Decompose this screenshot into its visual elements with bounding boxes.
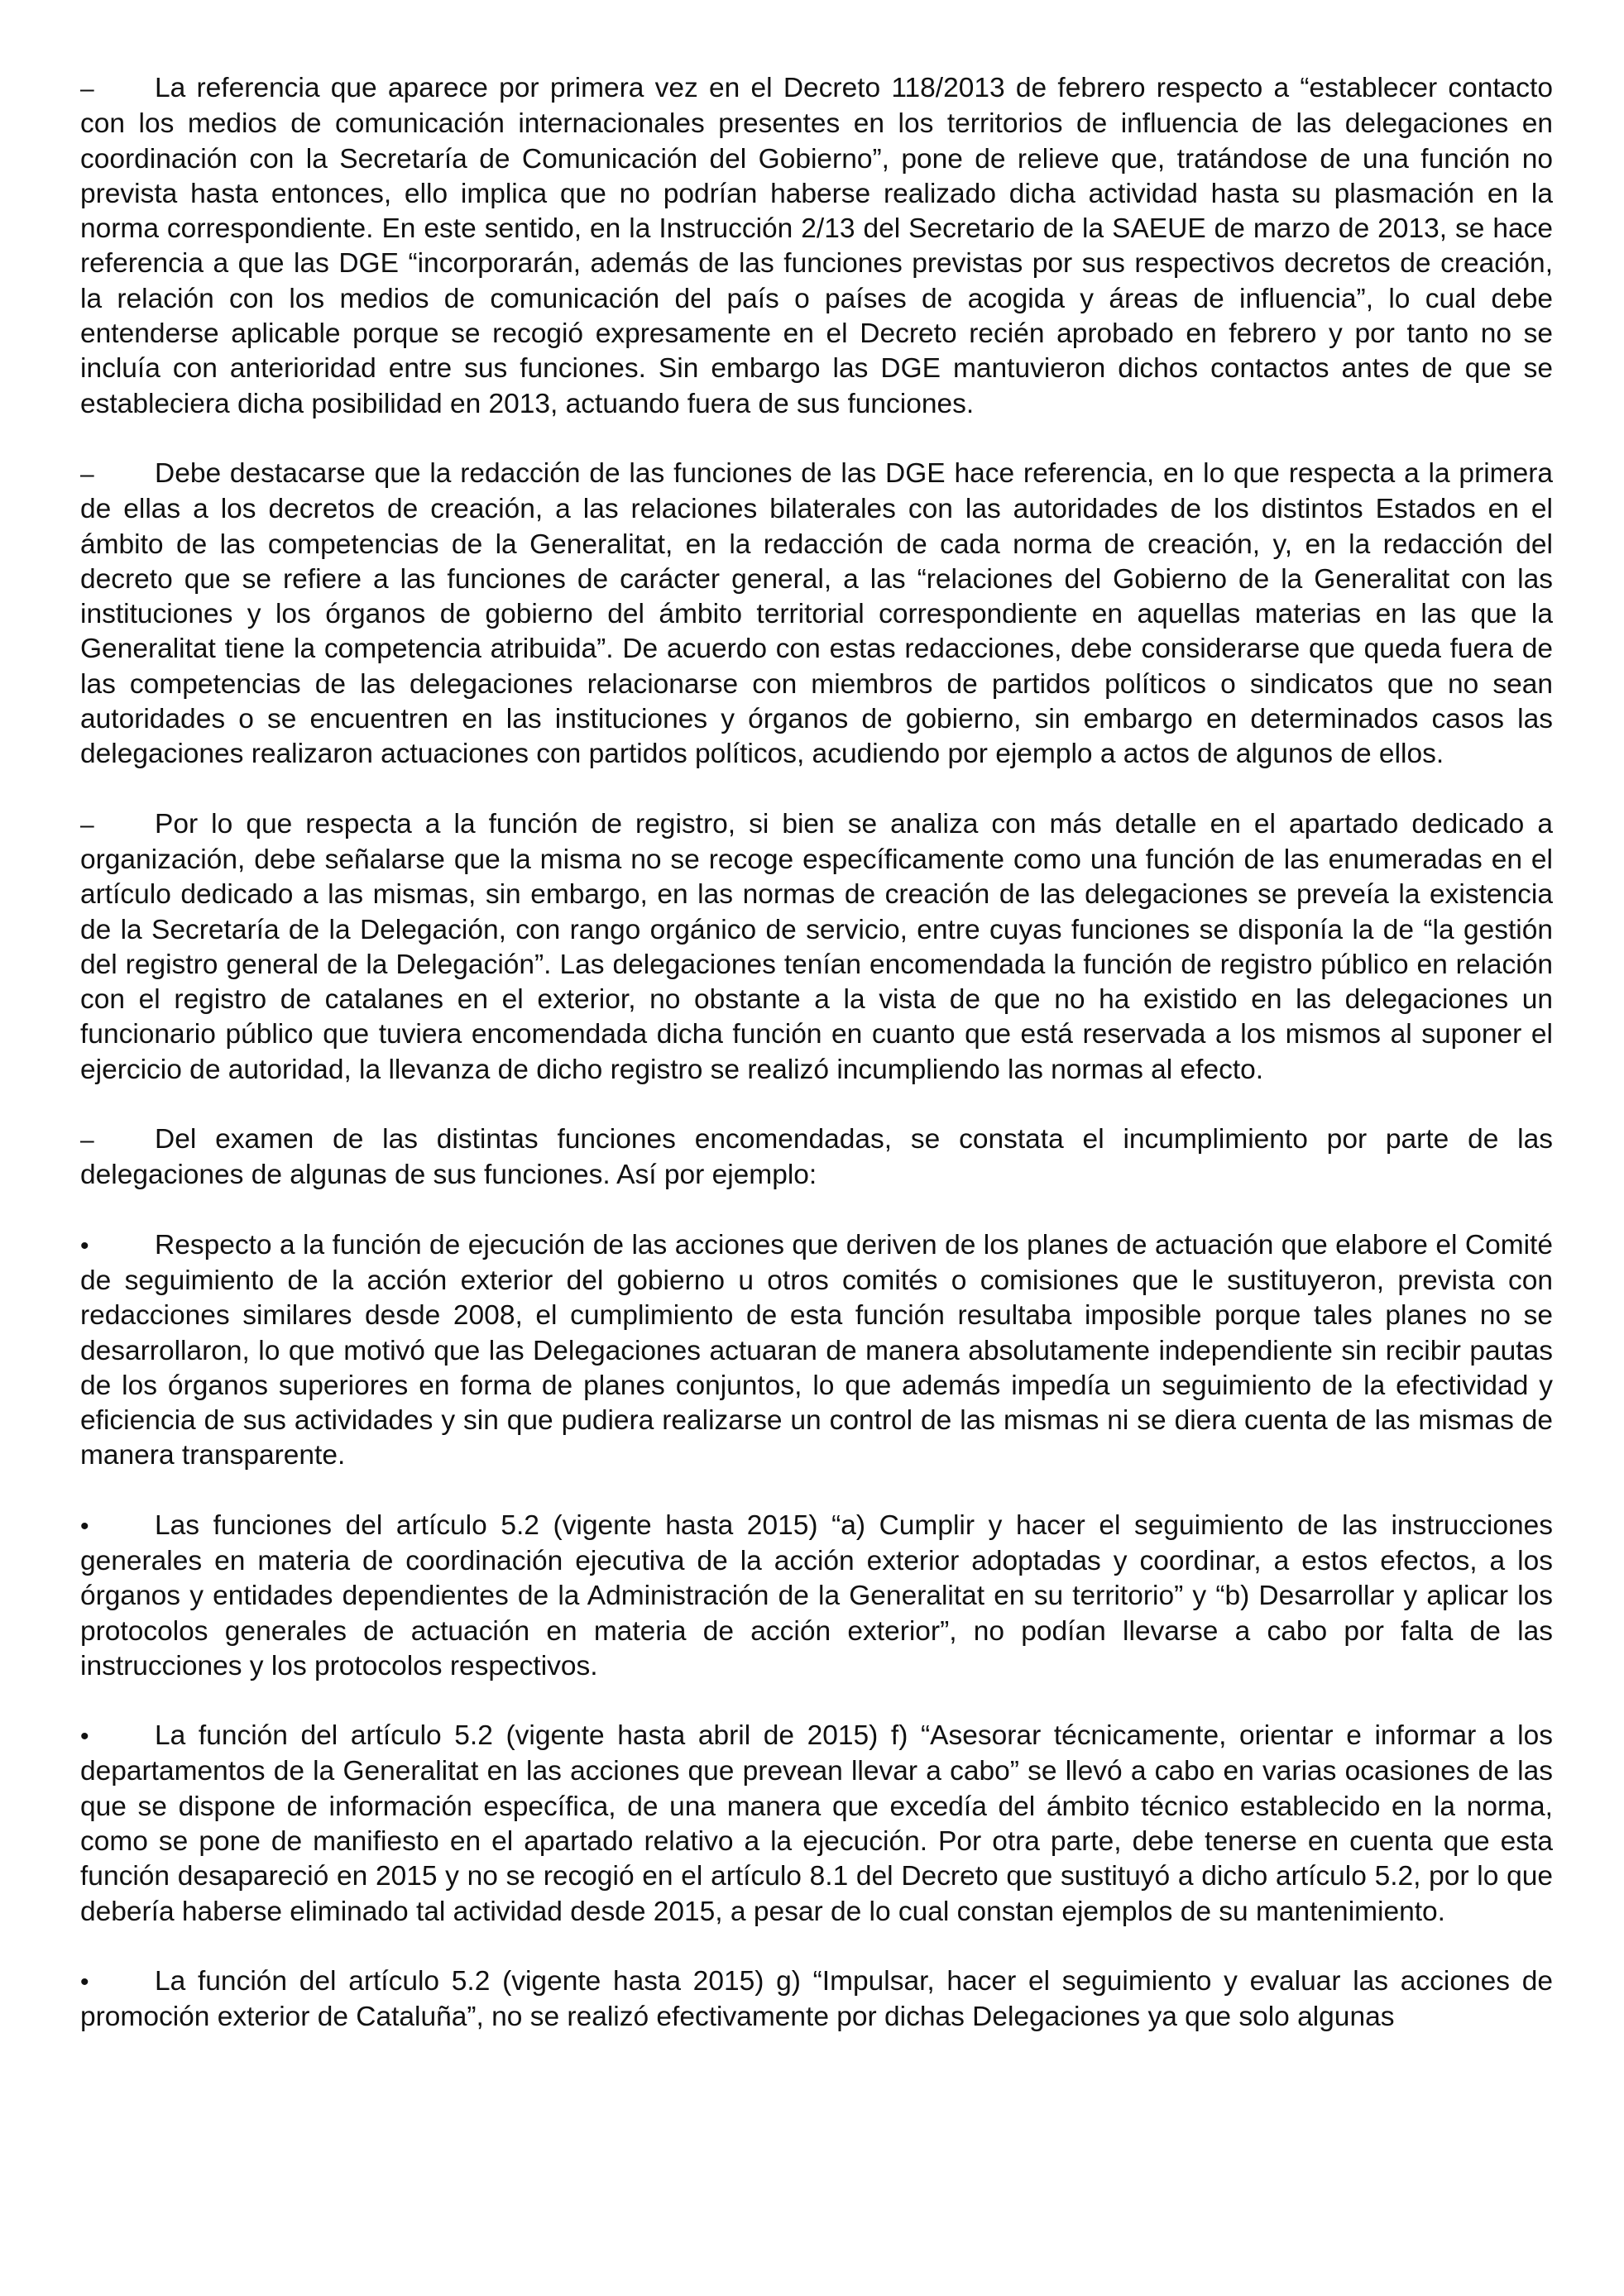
paragraph-text: Debe destacarse que la redacción de las funciones de las DGE hace referencia, en lo que respecta a la primera de ellas a los decretos de creación, a las relaciones bilaterales con las autoridades de los distintos Estados en el ámbito de las competencias de la Generalitat, en la redacción de cada norma de creación, y, en la redacción del decreto que se refiere a las funciones de carácter general, a las “relaciones del Gobierno de la Generalitat con las instituciones y los órganos de gobierno del ámbito territorial correspondiente en aquellas materias en las que la Generalitat tiene la competencia atribuida”. De acuerdo con estas redacciones, debe considerarse que queda fuera de las competencias de las delegaciones relacionarse con miembros de partidos políticos o sindicatos que no sean autoridades o se encuentren en las instituciones y órganos de gobierno, sin embargo en determinados casos las delegaciones realizaron actuaciones con partidos políticos, acudiendo por ejemplo a actos de algunos de ellos. — [80, 457, 1553, 770]
paragraph-text: Las funciones del artículo 5.2 (vigente hasta 2015) “a) Cumplir y hacer el seguimiento de las instrucciones generales en materia de coordinación ejecutiva de la acción exterior adoptadas y coordinar, a estos efectos, a los órganos y entidades dependientes de la Administración de la Generalitat en su territorio” y “b) Desarrollar y aplicar los protocolos generales de actuación en materia de acción exterior”, no podían llevarse a cabo por falta de las instrucciones y los protocolos respectivos. — [80, 1509, 1553, 1681]
paragraph-dash-2 — [80, 457, 1553, 773]
paragraph-text: La función del artículo 5.2 (vigente hasta 2015) g) “Impulsar, hacer el seguimiento y evaluar las acciones de promoción exterior de Cataluña”, no se realizó efectivamente por dichas Delegaciones ya que solo algunas — [80, 1965, 1553, 2033]
paragraph-text: La referencia que aparece por primera vez en el Decreto 118/2013 de febrero respecto a “establecer contacto con los medios de comunicación internacionales presentes en los territorios de influencia de las delegaciones en coordinación con la Secretaría de Comunicación del Gobierno”, pone de relieve que, tratándose de una función no prevista hasta entonces, ello implica que no podrían haberse realizado dicha actividad hasta su plasmación en la norma correspondiente. En este sentido, en la Instrucción 2/13 del Secretario de la SAEUE de marzo de 2013, se hace referencia a que las DGE “incorporarán, además de las funciones previstas por sus respectivos decretos de creación, la relación con los medios de comunicación del país o países de acogida y áreas de influencia”, lo cual debe entenderse aplicable porque se recogió expresamente en el Decreto recién aprobado en febrero y por tanto no se incluía con anterioridad entre sus funciones. Sin embargo las DGE mantuvieron dichos contactos antes de que se estableciera dicha posibilidad en 2013, actuando fuera de sus funciones. — [80, 73, 1553, 419]
bullet-marker: • — [80, 1723, 89, 1751]
paragraph-bullet-2 — [80, 1509, 1553, 1684]
bullet-marker: • — [80, 1968, 89, 1996]
paragraph-bullet-1 — [80, 1228, 1553, 1474]
paragraph-bullet-3 — [80, 1719, 1553, 1930]
dash-marker: – — [80, 1126, 94, 1155]
bullet-marker: • — [80, 1232, 89, 1260]
paragraph-text: Respecto a la función de ejecución de las acciones que deriven de los planes de actuación que elabore el Comité de seguimiento de la acción exterior del gobierno u otros comités o comisiones que le sustituyeron, prevista con redacciones similares desde 2008, el cumplimiento de esta función resultaba imposible porque tales planes no se desarrollaron, lo que motivó que las Delegaciones actuaran de manera absolutamente independiente sin recibir pautas de los órganos superiores en forma de planes conjuntos, lo que además impedía un seguimiento de la efectividad y eficiencia de sus actividades y sin que pudiera realizarse un control de las mismas ni se diera cuenta de las mismas de manera transparente. — [80, 1229, 1553, 1471]
bullet-marker: • — [80, 1512, 89, 1540]
paragraph-dash-1 — [80, 71, 1553, 422]
dash-marker: – — [80, 460, 94, 488]
paragraph-text: Por lo que respecta a la función de registro, si bien se analiza con más detalle en el apartado dedicado a organización, debe señalarse que la misma no se recoge específicamente como una función de las enumeradas en el artículo dedicado a las mismas, sin embargo, en las normas de creación de las delegaciones se preveía la existencia de la Secretaría de la Delegación, con rango orgánico de servicio, entre cuyas funciones se disponía la de “la gestión del registro general de la Delegación”. Las delegaciones tenían encomendada la función de registro público en relación con el registro de catalanes en el exterior, no obstante a la vista de que no ha existido en las delegaciones un funcionario público que tuviera encomendada dicha función en cuanto que está reservada a los mismos al suponer el ejercicio de autoridad, la llevanza de dicho registro se realizó incumpliendo las normas al efecto. — [80, 808, 1553, 1085]
dash-marker: – — [80, 811, 94, 839]
document-page — [80, 71, 1553, 2070]
paragraph-text: La función del artículo 5.2 (vigente hasta abril de 2015) f) “Asesorar técnicamente, orientar e informar a los departamentos de la Generalitat en las acciones que prevean llevar a cabo” se llevó a cabo en varias ocasiones de las que se dispone de información específica, de una manera que excedía del ámbito técnico establecido en la norma, como se pone de manifiesto en el apartado relativo a la ejecución. Por otra parte, debe tenerse en cuenta que esta función desapareció en 2015 y no se recogió en el artículo 8.1 del Decreto que sustituyó a dicho artículo 5.2, por lo que debería haberse eliminado tal actividad desde 2015, a pesar de lo cual constan ejemplos de su mantenimiento. — [80, 1720, 1553, 1927]
paragraph-bullet-4 — [80, 1964, 1553, 2035]
dash-marker: – — [80, 75, 94, 103]
paragraph-dash-3 — [80, 807, 1553, 1088]
paragraph-dash-4 — [80, 1122, 1553, 1193]
paragraph-text: Del examen de las distintas funciones encomendadas, se constata el incumplimiento por parte de las delegaciones de algunas de sus funciones. Así por ejemplo: — [80, 1124, 1553, 1191]
